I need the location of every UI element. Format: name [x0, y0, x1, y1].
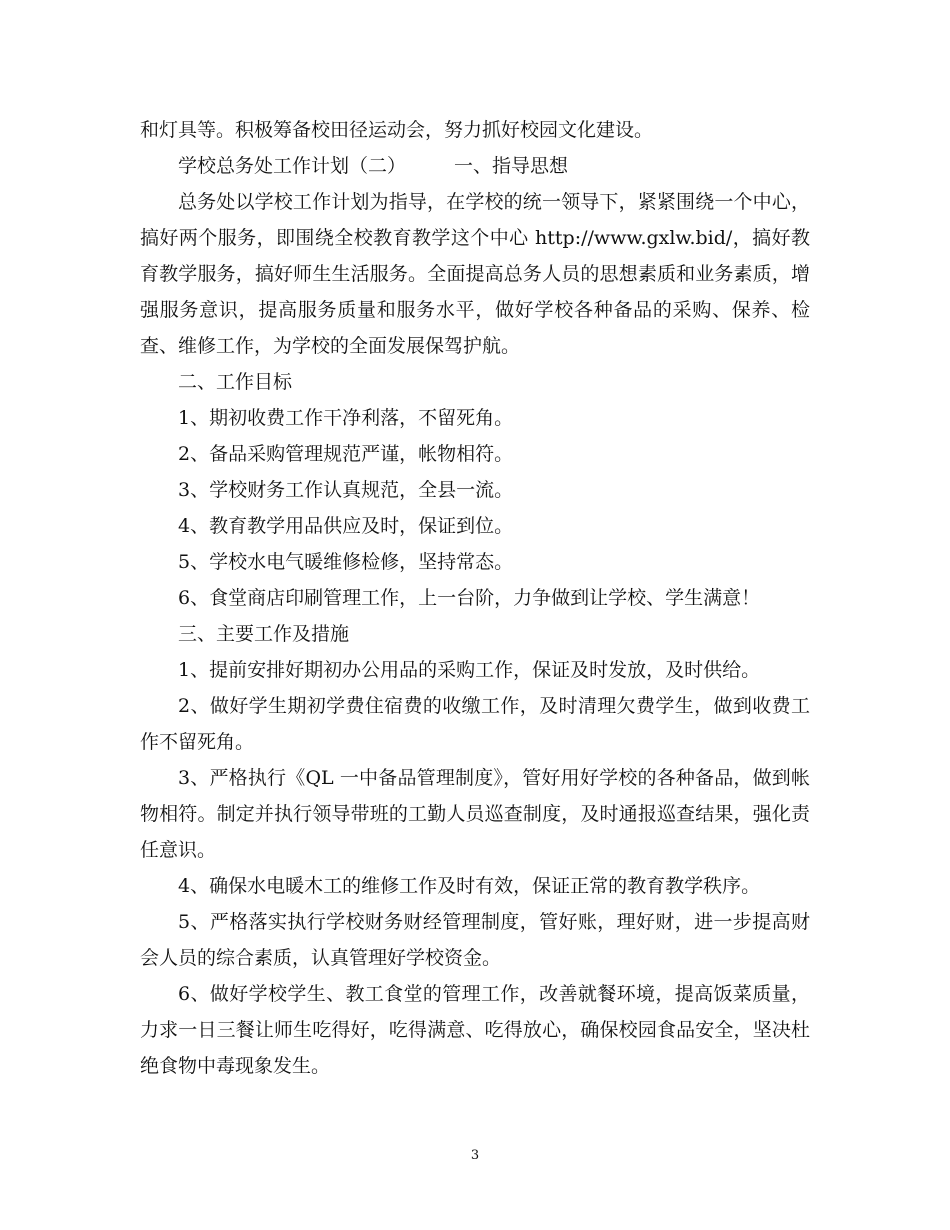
measure-item-3: 3、严格执行《QL 一中备品管理制度》，管好用好学校的各种备品，做到帐物相符。制定并执行领导带班的工勤人员巡查制度，及时通报巡查结果，强化责任意识。	[140, 767, 810, 861]
section-heading-guiding-ideology: 一、指导思想	[454, 155, 569, 177]
goal-item-5: 5、学校水电气暖维修检修，坚持常态。	[178, 551, 514, 573]
document-body	[140, 112, 810, 1084]
section-heading-work-goals: 二、工作目标	[178, 371, 293, 393]
section-heading-main-work: 三、主要工作及措施	[178, 623, 350, 645]
page-number: 3	[470, 1148, 480, 1163]
measure-item-4: 4、确保水电暖木工的维修工作及时有效，保证正常的教育教学秩序。	[178, 875, 761, 897]
measure-item-1: 1、提前安排好期初办公用品的采购工作，保证及时发放，及时供给。	[178, 659, 761, 681]
paragraph-plan-heading	[140, 148, 810, 184]
measure-item-2: 2、做好学生期初学费住宿费的收缴工作，及时清理欠费学生，做到收费工作不留死角。	[140, 695, 810, 753]
paragraph-continuation: 和灯具等。积极筹备校田径运动会，努力抓好校园文化建设。	[140, 119, 654, 141]
paragraph-guiding-ideology: 总务处以学校工作计划为指导，在学校的统一领导下，紧紧围绕一个中心，搞好两个服务，即围绕全校教育教学这个中心 http://www.gxlw.bid/，搞好教育教学服务，搞好师生生活服务。全面提高总务人员的思想素质和业务素质，增强服务意识，提高服务质量和服务水平，做好学校各种备品的采购、保养、检查、维修工作，为学校的全面发展保驾护航。	[140, 191, 810, 357]
plan-title: 学校总务处工作计划（二）	[178, 155, 407, 177]
goal-item-3: 3、学校财务工作认真规范，全县一流。	[178, 479, 514, 501]
goal-item-4: 4、教育教学用品供应及时，保证到位。	[178, 515, 514, 537]
goal-item-1: 1、期初收费工作干净利落，不留死角。	[178, 407, 514, 429]
measure-item-5: 5、严格落实执行学校财务财经管理制度，管好账，理好财，进一步提高财会人员的综合素质，认真管理好学校资金。	[140, 911, 810, 969]
measure-item-6: 6、做好学校学生、教工食堂的管理工作，改善就餐环境，提高饭菜质量，力求一日三餐让师生吃得好，吃得满意、吃得放心，确保校园食品安全，坚决杜绝食物中毒现象发生。	[140, 983, 810, 1077]
goal-item-2: 2、备品采购管理规范严谨，帐物相符。	[178, 443, 514, 465]
goal-item-6: 6、食堂商店印刷管理工作，上一台阶，力争做到让学校、学生满意！	[178, 587, 761, 609]
